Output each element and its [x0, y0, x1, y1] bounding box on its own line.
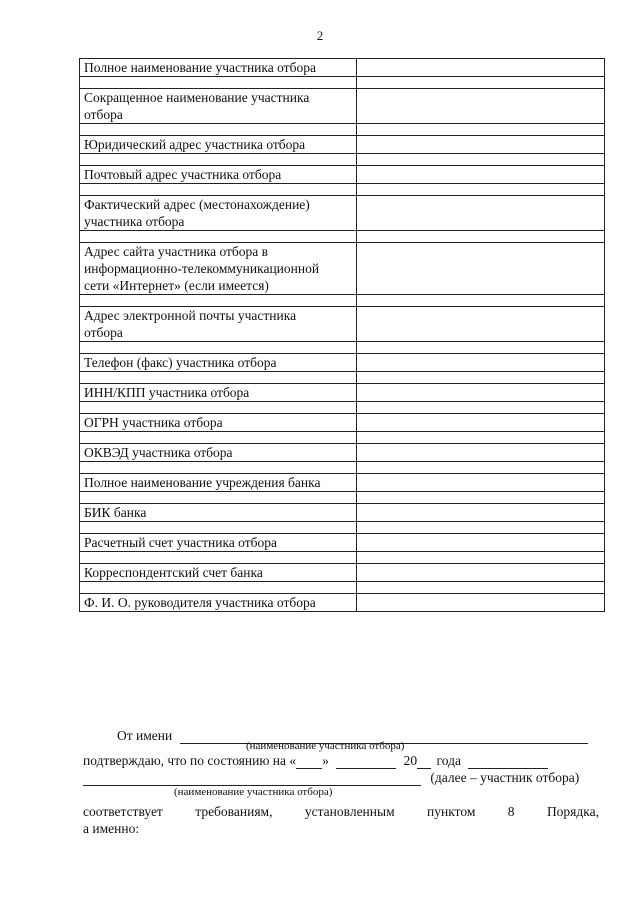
year-extra-blank	[468, 754, 548, 769]
form-row-label	[80, 414, 357, 432]
confirm-prefix: подтверждаю, что по состоянию на «	[83, 753, 297, 768]
hereinafter-text: (далее – участник отбора)	[430, 770, 580, 785]
form-row-label-line: Телефон (факс) участника отбора	[84, 355, 277, 370]
form-row-label	[80, 444, 357, 462]
complies-word-2: требованиям,	[195, 804, 273, 819]
complies-word-4: пунктом	[427, 804, 476, 819]
form-row-label	[80, 196, 357, 231]
complies-line	[83, 804, 599, 820]
quote-close: »	[322, 753, 329, 768]
form-row-label	[80, 534, 357, 552]
form-row	[80, 307, 605, 342]
confirm-line	[83, 753, 599, 769]
form-row-label	[80, 474, 357, 492]
spacer-cell	[357, 184, 605, 196]
spacer-cell	[357, 77, 605, 89]
form-row-value[interactable]	[357, 354, 605, 372]
month-blank	[336, 754, 396, 769]
form-row-value[interactable]	[357, 444, 605, 462]
form-row	[80, 534, 605, 552]
spacer-cell	[80, 462, 357, 474]
form-row-label	[80, 166, 357, 184]
year-blank	[417, 754, 431, 769]
form-row-value[interactable]	[357, 136, 605, 154]
form-row-value[interactable]	[357, 414, 605, 432]
spacer-cell	[357, 231, 605, 243]
form-row-value[interactable]	[357, 504, 605, 522]
form-spacer-row	[80, 462, 605, 474]
day-blank	[296, 754, 322, 769]
spacer-cell	[357, 295, 605, 307]
form-row-label-line: Корреспондентский счет банка	[84, 565, 263, 580]
form-row	[80, 166, 605, 184]
form-row-value[interactable]	[357, 196, 605, 231]
form-row	[80, 444, 605, 462]
form-row-value[interactable]	[357, 166, 605, 184]
spacer-cell	[80, 342, 357, 354]
participant-name-caption-1: (наименование участника отбора)	[246, 740, 405, 752]
form-row-label-line: Фактический адрес (местонахождение)	[84, 197, 310, 212]
spacer-cell	[357, 342, 605, 354]
form-row-label	[80, 243, 357, 295]
form-row-label-line: Юридический адрес участника отбора	[84, 137, 306, 152]
on-behalf-label: От имени	[117, 728, 173, 743]
spacer-cell	[80, 77, 357, 89]
form-row-label-line: Полное наименование участника отбора	[84, 60, 316, 75]
form-spacer-row	[80, 124, 605, 136]
form-spacer-row	[80, 231, 605, 243]
form-spacer-row	[80, 492, 605, 504]
spacer-cell	[80, 154, 357, 166]
form-spacer-row	[80, 432, 605, 444]
form-row	[80, 243, 605, 295]
spacer-cell	[80, 432, 357, 444]
spacer-cell	[357, 372, 605, 384]
form-row-label	[80, 504, 357, 522]
form-row-label-line: Адрес электронной почты участника	[84, 308, 297, 323]
form-row-value[interactable]	[357, 564, 605, 582]
form-row	[80, 594, 605, 612]
form-row-label-line: сети «Интернет» (если имеется)	[84, 278, 269, 293]
form-spacer-row	[80, 154, 605, 166]
form-row	[80, 504, 605, 522]
form-spacer-row	[80, 552, 605, 564]
form-row	[80, 354, 605, 372]
spacer-cell	[80, 402, 357, 414]
complies-word-5: 8	[507, 804, 515, 819]
form-row-label-line: ОКВЭД участника отбора	[84, 445, 233, 460]
spacer-cell	[357, 552, 605, 564]
form-row-label-line: Расчетный счет участника отбора	[84, 535, 278, 550]
form-row-label-line: ОГРН участника отбора	[84, 415, 223, 430]
spacer-cell	[357, 402, 605, 414]
complies-word-1: соответствует	[83, 804, 163, 819]
form-row-value[interactable]	[357, 384, 605, 402]
form-row-label	[80, 59, 357, 77]
spacer-cell	[357, 154, 605, 166]
form-row	[80, 384, 605, 402]
spacer-cell	[80, 582, 357, 594]
form-row	[80, 89, 605, 124]
spacer-cell	[80, 372, 357, 384]
form-row-label-line: отбора	[84, 325, 123, 340]
namely-line: а именно:	[83, 821, 140, 836]
form-spacer-row	[80, 402, 605, 414]
form-row	[80, 196, 605, 231]
form-row-label-line: информационно-телекоммуникационной	[84, 261, 320, 276]
spacer-cell	[80, 552, 357, 564]
form-row-label-line: Адрес сайта участника отбора в	[84, 244, 269, 259]
form-row-label	[80, 564, 357, 582]
form-row-label-line: Полное наименование учреждения банка	[84, 475, 321, 490]
form-row-value[interactable]	[357, 59, 605, 77]
spacer-cell	[357, 124, 605, 136]
spacer-cell	[80, 231, 357, 243]
form-row-label	[80, 594, 357, 612]
form-row	[80, 136, 605, 154]
form-row-label	[80, 136, 357, 154]
complies-word-3: установленным	[304, 804, 395, 819]
form-row-label-line: ИНН/КПП участника отбора	[84, 385, 250, 400]
page-number: 2	[316, 28, 324, 43]
spacer-cell	[357, 462, 605, 474]
form-spacer-row	[80, 295, 605, 307]
form-row-label-line: Почтовый адрес участника отбора	[84, 167, 282, 182]
form-row-value[interactable]	[357, 594, 605, 612]
form-spacer-row	[80, 372, 605, 384]
form-row-label	[80, 307, 357, 342]
form-spacer-row	[80, 522, 605, 534]
form-row-label-line: Сокращенное наименование участника	[84, 90, 310, 105]
spacer-cell	[357, 492, 605, 504]
spacer-cell	[357, 432, 605, 444]
spacer-cell	[80, 295, 357, 307]
form-row-value[interactable]	[357, 89, 605, 124]
spacer-cell	[80, 124, 357, 136]
form-row-label	[80, 354, 357, 372]
form-row-label-line: Ф. И. О. руководителя участника отбора	[84, 595, 316, 610]
spacer-cell	[357, 522, 605, 534]
spacer-cell	[80, 184, 357, 196]
complies-word-6: Порядка,	[546, 804, 599, 819]
form-row-value[interactable]	[357, 534, 605, 552]
form-spacer-row	[80, 77, 605, 89]
form-row	[80, 414, 605, 432]
form-spacer-row	[80, 342, 605, 354]
form-row-label	[80, 89, 357, 124]
form-row-value[interactable]	[357, 243, 605, 295]
form-row-value[interactable]	[357, 474, 605, 492]
hereinafter-line	[83, 770, 599, 786]
form-row	[80, 474, 605, 492]
form-spacer-row	[80, 582, 605, 594]
year-suffix: года	[436, 753, 461, 768]
spacer-cell	[357, 582, 605, 594]
participant-info-table	[79, 58, 605, 612]
form-row	[80, 59, 605, 77]
spacer-cell	[80, 522, 357, 534]
form-row-label-line: БИК банка	[84, 505, 147, 520]
form-row	[80, 564, 605, 582]
form-row-label-line: отбора	[84, 107, 123, 122]
form-row-value[interactable]	[357, 307, 605, 342]
spacer-cell	[80, 492, 357, 504]
participant-name-blank-2	[83, 771, 421, 786]
year-prefix: 20	[403, 753, 418, 768]
participant-name-caption-2: (наименование участника отбора)	[174, 786, 333, 798]
form-spacer-row	[80, 184, 605, 196]
form-row-label-line: участника отбора	[84, 214, 185, 229]
form-row-label	[80, 384, 357, 402]
